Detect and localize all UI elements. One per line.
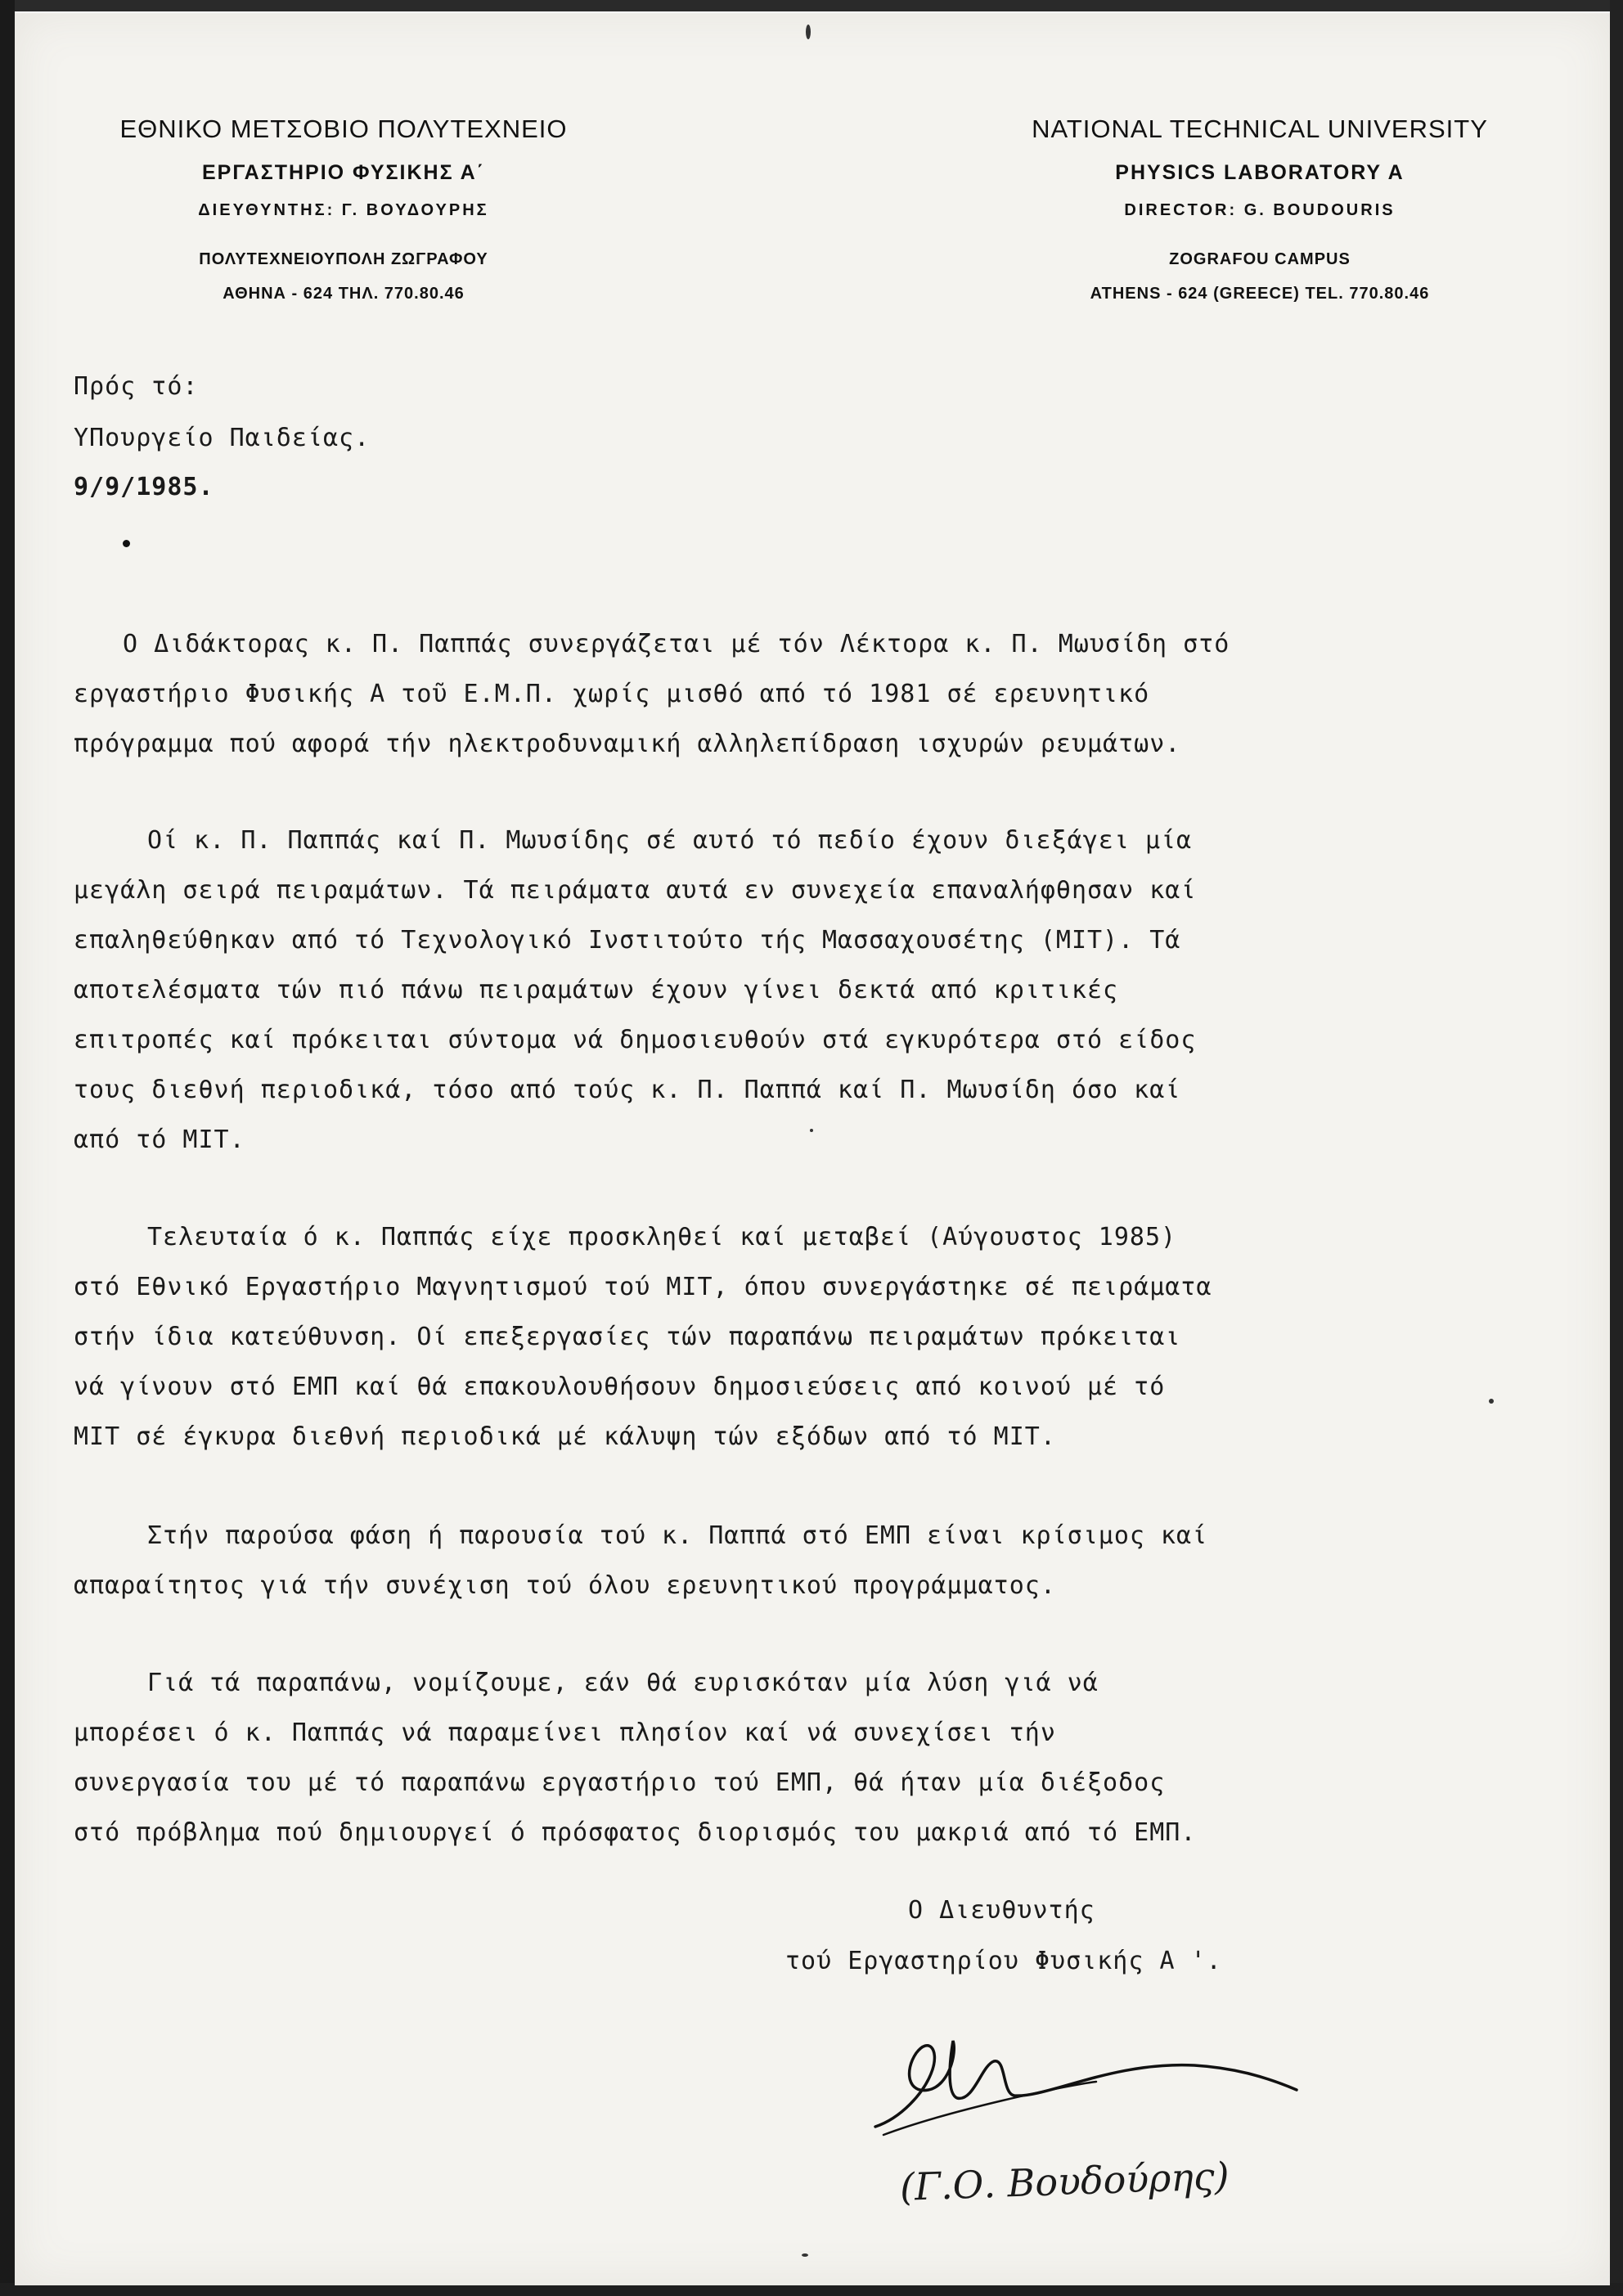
letterhead-lab-greek: ΕΡΓΑΣΤΗΡΙΟ ΦΥΣΙΚΗΣ Α΄ (201, 161, 485, 184)
paragraph-1 (74, 630, 1530, 780)
letterhead-university-english: NATIONAL TECHNICAL UNIVERSITY (1032, 115, 1488, 143)
letterhead-director-english: DIRECTOR: G. BOUDOURIS (1124, 201, 1396, 219)
paragraph-line: ΜΙΤ σέ έγκυρα διεθνή περιοδικά μέ κάλυψη τών εξόδων από τό ΜΙΤ. (74, 1422, 1056, 1451)
paragraph-line: Τελευταία ό κ. Παππάς είχε προσκληθεί καί μεταβεί (Αύγουστος 1985) (147, 1223, 1177, 1251)
letterhead-lab-english: PHYSICS LABORATORY A (1115, 161, 1405, 184)
paragraph-line: Ο Διδάκτορας κ. Π. Παππάς συνεργάζεται μέ τόν Λέκτορα κ. Π. Μωυσίδη στό (123, 630, 1230, 658)
paragraph-line: πρόγραμμα πού αφορά τήν ηλεκτροδυναμική αλληλεπίδραση ισχυρών ρευμάτων. (74, 730, 1181, 758)
paragraph-line: από τό ΜΙΤ. (74, 1126, 245, 1154)
paragraph-2 (74, 826, 1530, 1175)
letterhead-campus-english: ZOGRAFOU CAMPUS (1169, 250, 1351, 268)
letterhead-address-greek: ΑΘΗΝΑ - 624 ΤΗΛ. 770.80.46 (223, 285, 465, 303)
closing-lab: τού Εργαστηρίου Φυσικής Α '. (785, 1947, 1222, 1975)
scan-speck (806, 25, 811, 39)
paragraph-3 (74, 1223, 1530, 1472)
paragraph-line: απαραίτητος γιά τήν συνέχιση τού όλου ερευνητικού προγράμματος. (74, 1571, 1056, 1600)
paragraph-4 (74, 1521, 1530, 1621)
letterhead-campus-greek: ΠΟΛΥΤΕΧΝΕΙΟΥΠΟΛΗ ΖΩΓΡΑΦΟΥ (199, 250, 488, 268)
signature-name: (Γ.Ο. Βουδούρης) (899, 2153, 1230, 2210)
paragraph-line: μπορέσει ό κ. Παππάς νά παραμείνει πλησίον καί νά συνεχίσει τήν (74, 1719, 1056, 1747)
paragraph-line: νά γίνουν στό ΕΜΠ καί θά επακουλουθήσουν δημοσιεύσεις από κοινού μέ τό (74, 1373, 1166, 1401)
paragraph-line: τους διεθνή περιοδικά, τόσο από τούς κ. Π. Παππά καί Π. Μωυσίδη όσο καί (74, 1076, 1181, 1104)
ink-dot (123, 540, 130, 547)
paragraph-line: στήν ίδια κατεύθυνση. Οί επεξεργασίες τών παραπάνω πειραμάτων πρόκειται (74, 1323, 1181, 1351)
letterhead-director-greek: ΔΙΕΥΘΥΝΤΗΣ: Γ. ΒΟΥΔΟΥΡΗΣ (198, 201, 489, 219)
scan-edge-right (1610, 0, 1623, 2296)
handwritten-signature (851, 2020, 1309, 2151)
scan-edge-left (0, 0, 15, 2296)
letterhead-address-english: ATHENS - 624 (GREECE) TEL. 770.80.46 (1090, 285, 1430, 303)
paragraph-line: συνεργασία του μέ τό παραπάνω εργαστήριο τού ΕΜΠ, θά ήταν μία διέξοδος (74, 1768, 1166, 1797)
paragraph-line: στό Εθνικό Εργαστήριο Μαγνητισμού τού ΜΙΤ, όπου συνεργάστηκε σέ πειράματα (74, 1273, 1212, 1301)
paragraph-line: στό πρόβλημα πού δημιουργεί ό πρόσφατος διορισμός του μακριά από τό ΕΜΠ. (74, 1818, 1197, 1847)
paragraph-line: Οί κ. Π. Παππάς καί Π. Μωυσίδης σέ αυτό τό πεδίο έχουν διεξάγει μία (147, 826, 1193, 855)
paragraph-line: Γιά τά παραπάνω, νομίζουμε, εάν θά ευρισκόταν μία λύση γιά νά (147, 1669, 1099, 1697)
paragraph-line: Στήν παρούσα φάση ή παρουσία τού κ. Παππά στό ΕΜΠ είναι κρίσιμος καί (147, 1521, 1208, 1550)
paragraph-line: μεγάλη σειρά πειραμάτων. Τά πειράματα αυτά εν συνεχεία επαναλήφθησαν καί (74, 876, 1197, 905)
scan-speck (802, 2253, 808, 2257)
letterhead-university-greek: ΕΘΝΙΚΟ ΜΕΤΣΟΒΙΟ ΠΟΛΥΤΕΧΝΕΙΟ (119, 115, 568, 143)
paragraph-line: επιτροπές καί πρόκειται σύντομα νά δημοσιευθούν στά εγκυρότερα στό είδος (74, 1026, 1197, 1054)
letter-date: 9/9/1985. (74, 473, 214, 501)
recipient-ministry: ΥΠουργείο Παιδείας. (74, 424, 371, 452)
scan-speck (1489, 1399, 1494, 1404)
closing-title: Ο Διευθυντής (908, 1896, 1095, 1925)
scan-edge-top (0, 0, 1623, 11)
recipient-to-label: Πρός τό: (74, 372, 199, 401)
paragraph-line: εργαστήριο Φυσικής Α τοῦ Ε.Μ.Π. χωρίς μισθό από τό 1981 σέ ερευνητικό (74, 680, 1150, 708)
scan-speck (810, 1129, 813, 1132)
paragraph-line: αποτελέσματα τών πιό πάνω πειραμάτων έχουν γίνει δεκτά από κριτικές (74, 976, 1119, 1004)
paragraph-5 (74, 1669, 1530, 1868)
paragraph-line: επαληθεύθηκαν από τό Τεχνολογικό Ινστιτούτο τής Μασσαχουσέτης (ΜΙΤ). Τά (74, 926, 1181, 955)
